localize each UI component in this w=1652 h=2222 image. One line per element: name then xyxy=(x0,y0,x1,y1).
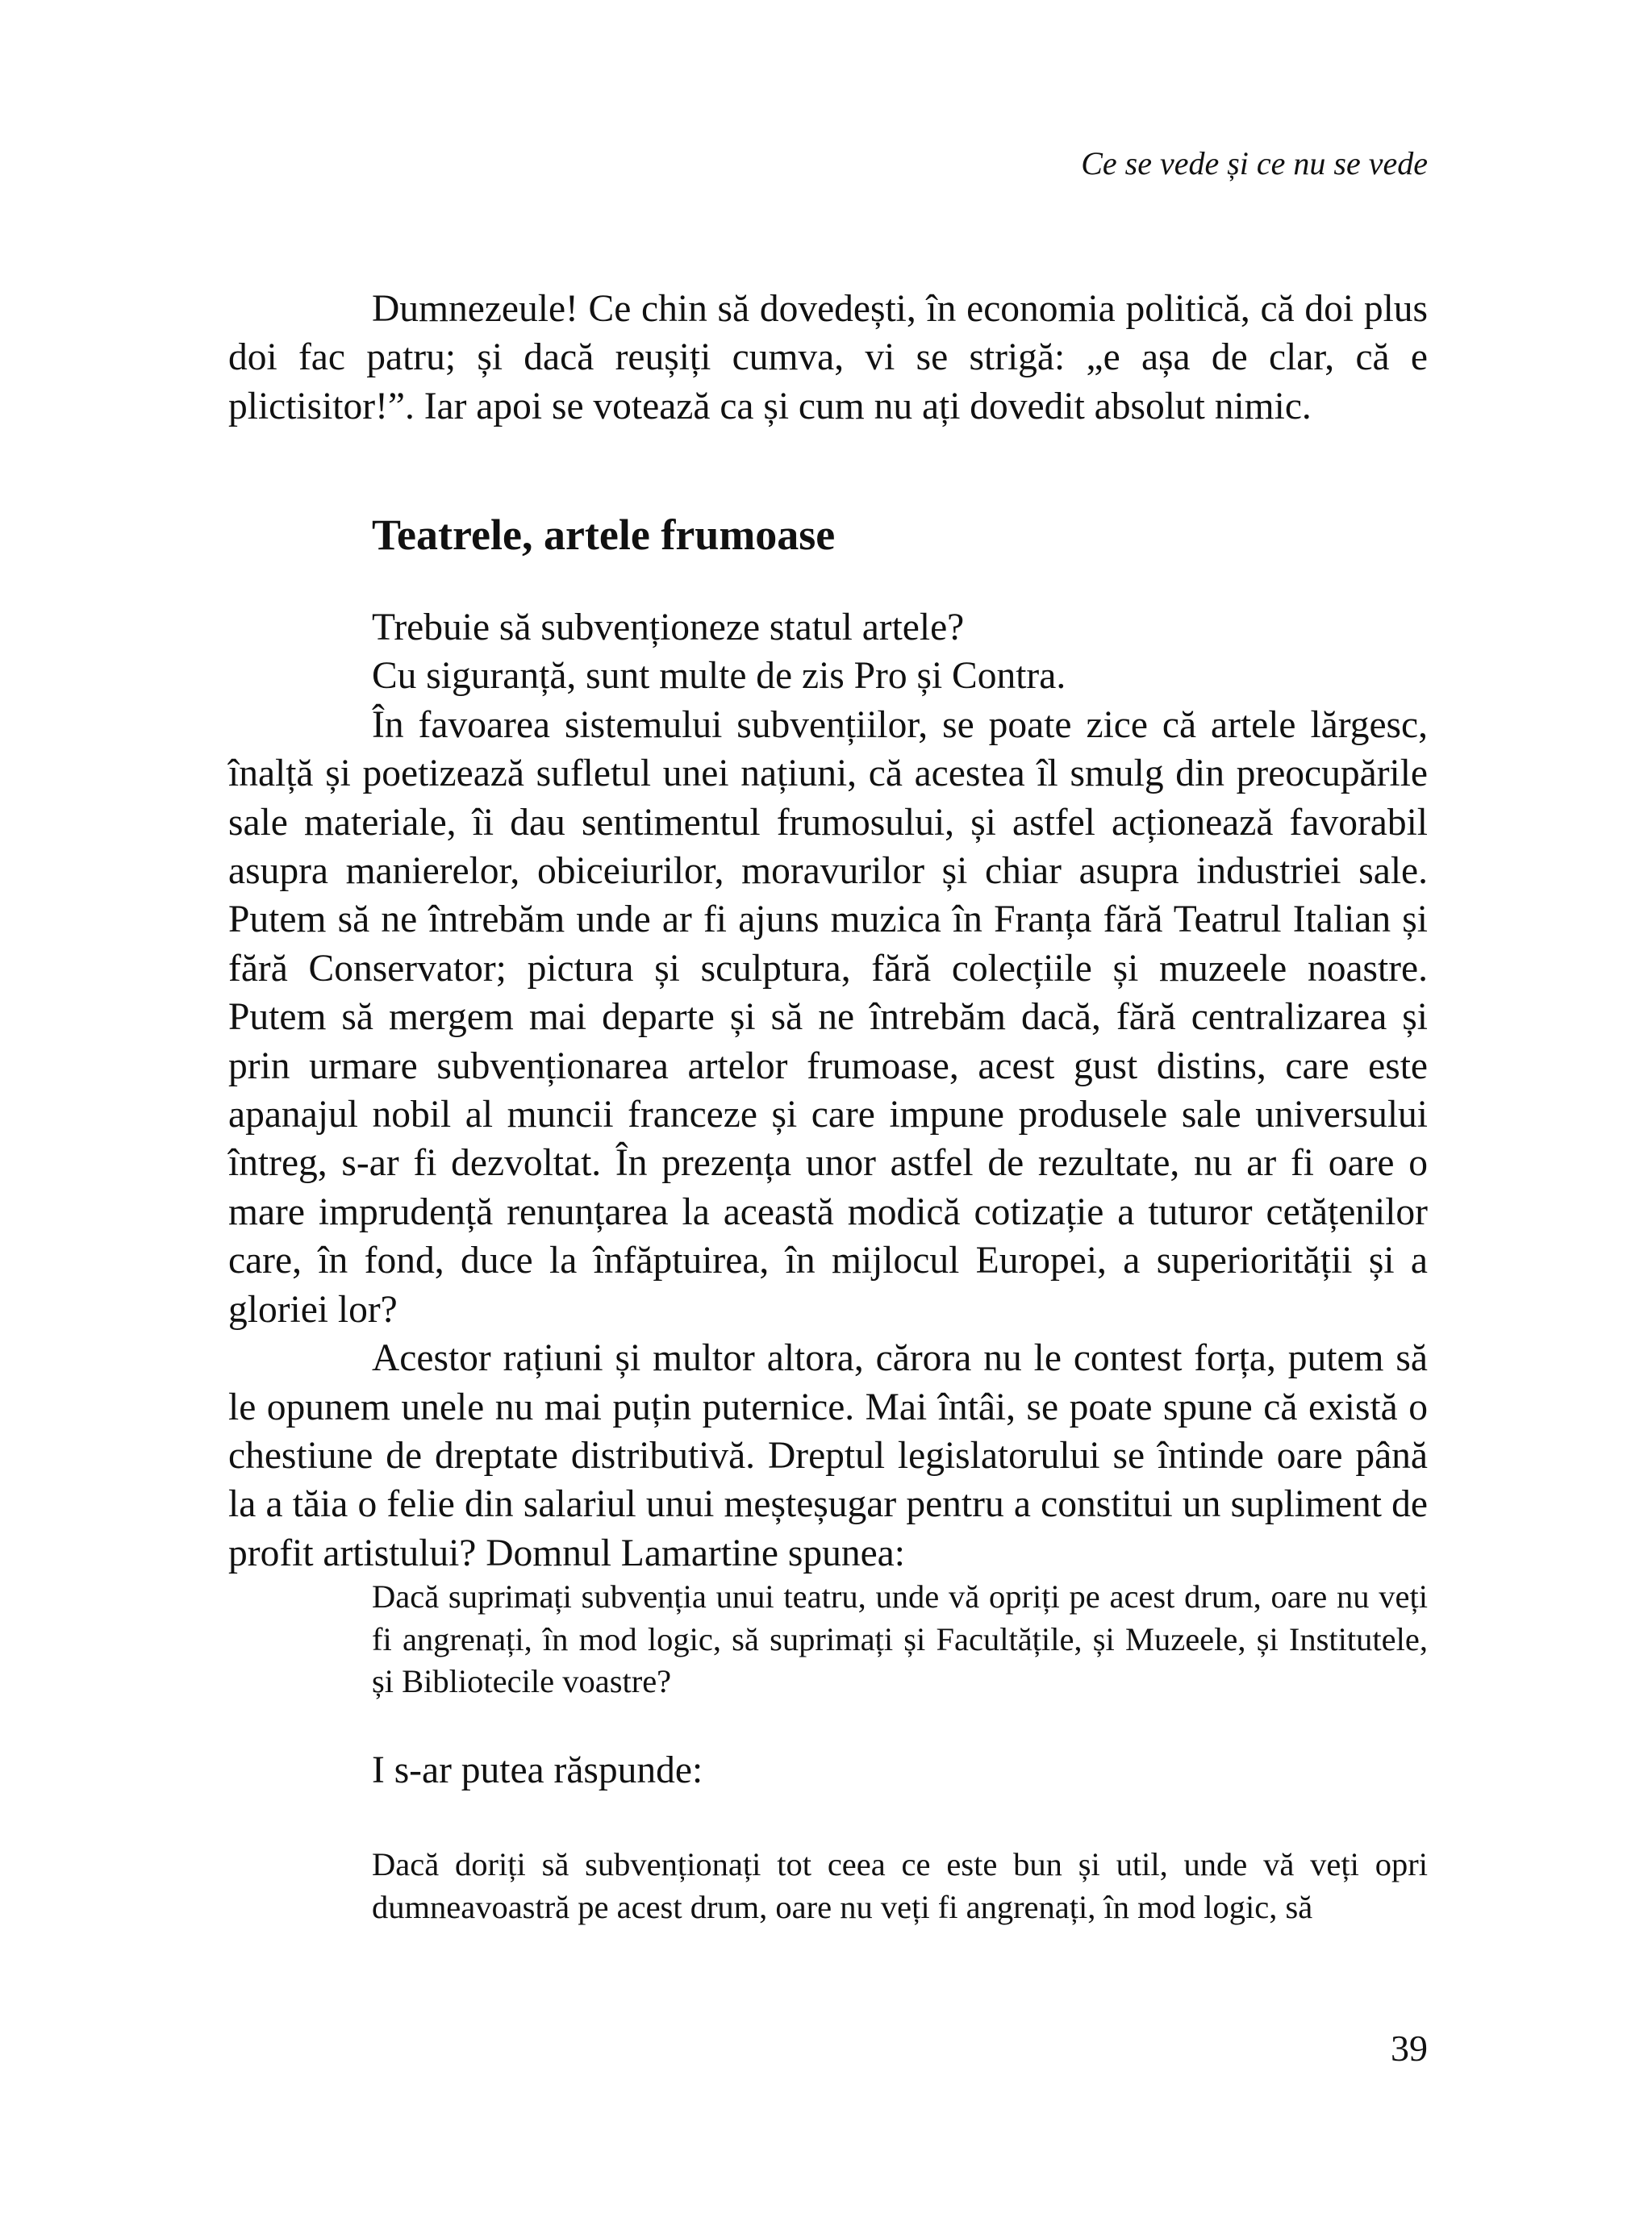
section-body xyxy=(228,603,1428,1578)
lamartine-quote xyxy=(372,1576,1428,1703)
question-line: Trebuie să subvenționeze statul artele? xyxy=(372,607,965,648)
opening-paragraph: Dumnezeule! Ce chin să dovedești, în economia politică, că doi plus doi fac patru; și dacă reușiți cumva, vi se strigă: „e așa de clar, că e plictisitor!”. Iar apoi se votează ca și cum nu ați dovedit absolut nimic. xyxy=(228,288,1428,427)
reply-quote-text: Dacă doriți să subvenționați tot ceea ce este bun și util, unde vă veți opri dumneavoastră pe acest drum, oare nu veți fi angrenați, în mod logic, să xyxy=(372,1846,1428,1925)
section-title: Teatrele, artele frumoase xyxy=(372,511,836,559)
reply-quote xyxy=(372,1844,1428,1928)
opening-paragraph-block xyxy=(228,285,1428,431)
reply-line: I s-ar putea răspunde: xyxy=(372,1749,703,1791)
page-number: 39 xyxy=(1391,2028,1428,2069)
paragraph-subsidies-against: Acestor rațiuni și multor altora, cărora nu le contest forța, putem să le opunem unele nu mai puțin puternice. Mai întâi, se poate spune că există o chestiune de dreptate distributivă. Dreptul legislatorului se întinde oare până la a tăia o felie din salariul unui meșteșugar pentru a constitui un supliment de profit artistului? Domnul Lamartine spunea: xyxy=(228,1337,1428,1574)
pro-contra-line: Cu siguranță, sunt multe de zis Pro și Contra. xyxy=(372,655,1066,698)
paragraph-subsidies-favor: În favoarea sistemului subvențiilor, se poate zice că artele lărgesc, înalță și poetizează sufletul unei națiuni, că acestea îl smulg din preocupările sale materiale, îi dau sentimentul frumosului, și astfel acționează favorabil asupra manierelor, obiceiurilor, moravurilor și chiar asupra industriei sale. Putem să ne întrebăm unde ar fi ajuns muzica în Franța fără Teatrul Italian și fără Conservator; pictura și sculptura, fără colecțiile și muzeele noastre. Putem să mergem mai departe și să ne întrebăm dacă, fără centralizarea și prin urmare subvenționarea artelor frumoase, acest gust distins, care este apanajul nobil al muncii franceze și care impune produsele sale universului întreg, s-ar fi dezvoltat. În prezența unor astfel de rezultate, nu ar fi oare o mare imprudență renunțarea la această modică cotizație a tuturor cetățenilor care, în fond, duce la înfăptuirea, în mijlocul Europei, a superiorității și a gloriei lor? xyxy=(228,703,1428,1331)
lamartine-quote-text: Dacă suprimați subvenția unui teatru, unde vă opriți pe acest drum, oare nu veți fi angrenați, în mod logic, să suprimați și Facultățile, și Muzeele, și Institutele, și Bibliotecile voastre? xyxy=(372,1578,1428,1699)
running-header: Ce se vede și ce nu se vede xyxy=(1081,145,1428,181)
